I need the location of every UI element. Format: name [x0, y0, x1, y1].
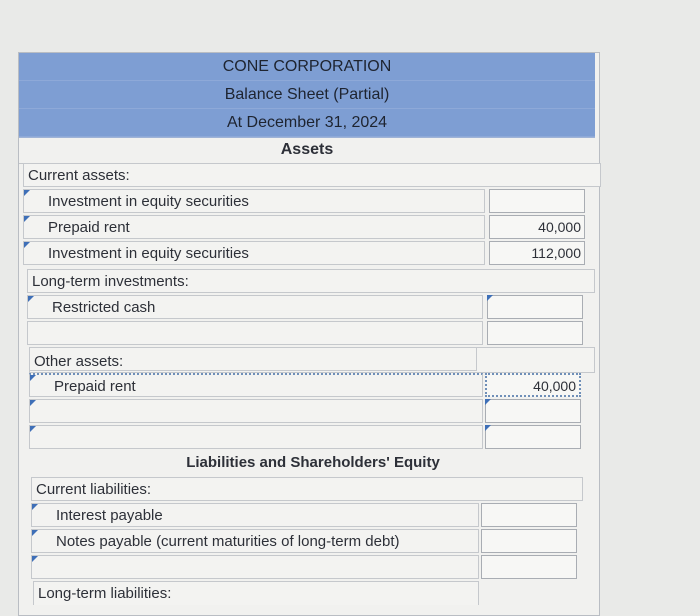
dropdown-indicator-icon: [30, 375, 36, 381]
dropdown-indicator-icon: [24, 242, 30, 248]
other-asset-amount-3[interactable]: [485, 425, 581, 449]
current-assets-label: Current assets:: [23, 163, 601, 187]
current-asset-amount-1[interactable]: [489, 189, 585, 213]
current-liability-amount-3[interactable]: [481, 555, 577, 579]
liabilities-heading: Liabilities and Shareholders' Equity: [186, 454, 440, 471]
dropdown-indicator-icon: [30, 400, 36, 406]
other-asset-amount-1[interactable]: 40,000: [485, 373, 581, 397]
long-term-row-2[interactable]: [27, 321, 483, 345]
current-asset-row-3[interactable]: Investment in equity securities: [23, 241, 485, 265]
long-term-amount-1[interactable]: [487, 295, 583, 319]
current-liability-row-1[interactable]: Interest payable: [31, 503, 479, 527]
dropdown-indicator-icon: [30, 426, 36, 432]
other-asset-amount-2[interactable]: [485, 399, 581, 423]
sheet-header: [19, 53, 595, 138]
statement-title: Balance Sheet (Partial): [19, 81, 595, 109]
current-asset-row-1[interactable]: Investment in equity securities: [23, 189, 485, 213]
current-liability-row-2[interactable]: Notes payable (current maturities of long-term debt): [31, 529, 479, 553]
long-term-amount-2[interactable]: [487, 321, 583, 345]
other-assets-label: Other assets:: [29, 347, 477, 371]
long-term-row-1[interactable]: Restricted cash: [27, 295, 483, 319]
current-asset-amount-2[interactable]: 40,000: [489, 215, 585, 239]
company-name: CONE CORPORATION: [19, 53, 595, 81]
current-asset-amount-3[interactable]: 112,000: [489, 241, 585, 265]
current-liability-row-3[interactable]: [31, 555, 479, 579]
dropdown-indicator-icon: [485, 399, 491, 405]
statement-date: At December 31, 2024: [19, 109, 595, 137]
long-term-investments-label: Long-term investments:: [27, 269, 595, 293]
other-asset-row-2[interactable]: [29, 399, 483, 423]
dropdown-indicator-icon: [32, 504, 38, 510]
long-term-liabilities-label: Long-term liabilities:: [33, 581, 479, 605]
other-asset-row-3[interactable]: [29, 425, 483, 449]
assets-heading: Assets: [19, 137, 595, 164]
current-liability-amount-2[interactable]: [481, 529, 577, 553]
dropdown-indicator-icon: [24, 216, 30, 222]
dropdown-indicator-icon: [32, 530, 38, 536]
dropdown-indicator-icon: [485, 425, 491, 431]
current-liabilities-label: Current liabilities:: [31, 477, 583, 501]
dropdown-indicator-icon: [32, 556, 38, 562]
dropdown-indicator-icon: [487, 295, 493, 301]
dropdown-indicator-icon: [24, 190, 30, 196]
other-asset-row-1[interactable]: Prepaid rent: [29, 373, 483, 397]
current-asset-row-2[interactable]: Prepaid rent: [23, 215, 485, 239]
current-liability-amount-1[interactable]: [481, 503, 577, 527]
dropdown-indicator-icon: [28, 296, 34, 302]
balance-sheet: [18, 52, 600, 616]
